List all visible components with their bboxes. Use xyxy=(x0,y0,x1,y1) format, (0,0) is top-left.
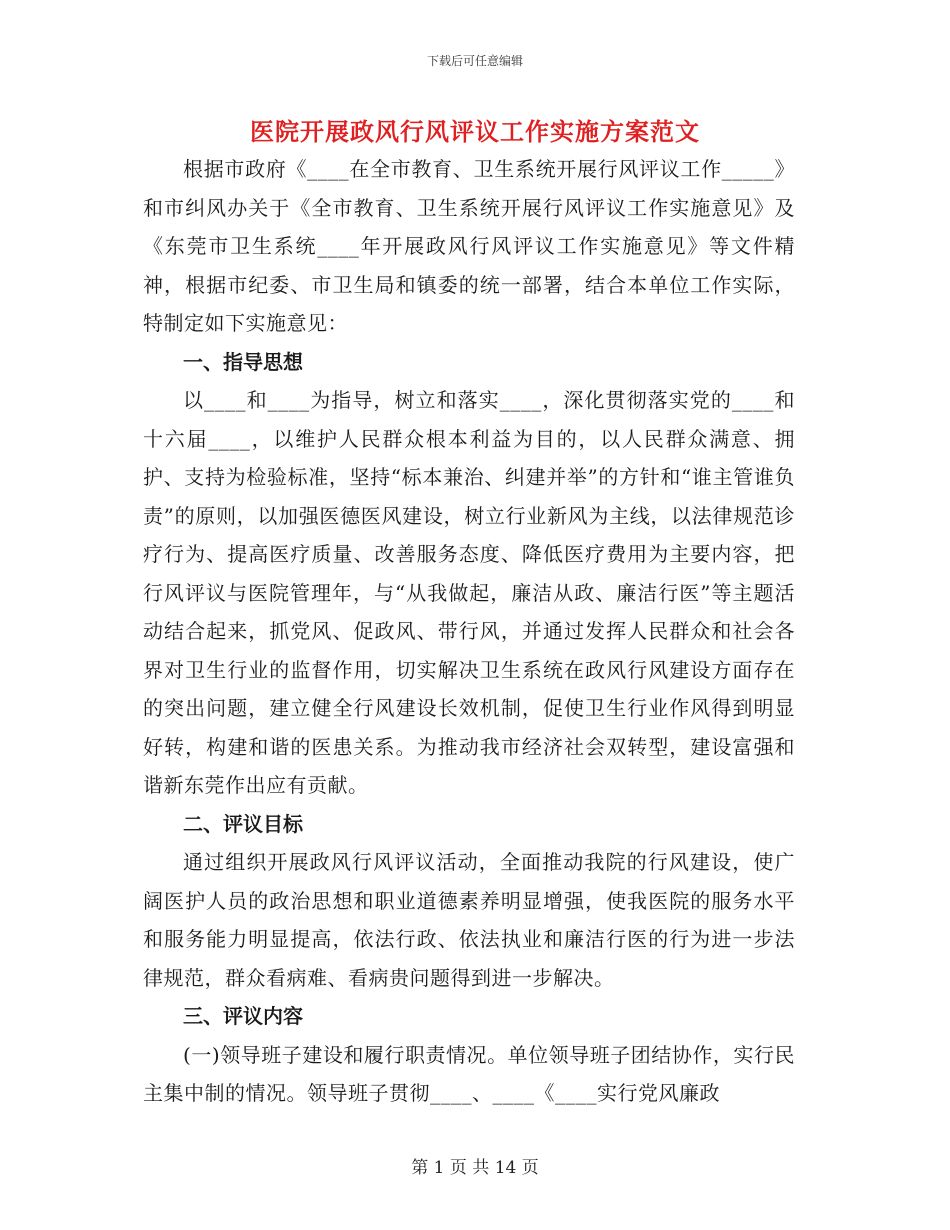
document-title: 医院开展政风行风评议工作实施方案范文 xyxy=(250,118,700,146)
section-heading-guiding-ideology: 一、指导思想 xyxy=(183,349,303,374)
intro-paragraph: 根据市政府《____在全市教育、卫生系统开展行风评议工作_____》和市纠风办关于《全市教育、卫生系统开展行风评议工作实施意见》及《东莞市卫生系统____年开展政风行风评议工作实施意见》等文件精神，根据市纪委、市卫生局和镇委的统一部署，结合本单位工作实际，特制定如下实施意见： xyxy=(143,157,795,335)
section-paragraph-evaluation-content: (一)领导班子建设和履行职责情况。单位领导班子团结协作，实行民主集中制的情况。领导班子贯彻____、____《____实行党风廉政 xyxy=(143,1042,795,1105)
section-paragraph-evaluation-goals: 通过组织开展政风行风评议活动，全面推动我院的行风建设，使广阔医护人员的政治思想和职业道德素养明显增强，使我医院的服务水平和服务能力明显提高，依法行政、依法执业和廉洁行医的行为进一步法律规范，群众看病难、看病贵问题得到进一步解决。 xyxy=(143,850,795,990)
page-number-footer: 第 1 页 共 14 页 xyxy=(411,1158,539,1178)
header-note: 下载后可任意编辑 xyxy=(426,54,523,68)
section-heading-evaluation-goals: 二、评议目标 xyxy=(183,811,303,836)
section-paragraph-guiding-ideology: 以____和____为指导，树立和落实____，深化贯彻落实党的____和十六届____，以维护人民群众根本利益为目的，以人民群众满意、拥护、支持为检验标准，坚持“标本兼治、纠建并举”的方针和“谁主管谁负责”的原则，以加强医德医风建设，树立行业新风为主线，以法律规范诊疗行为、提高医疗质量、改善服务态度、降低医疗费用为主要内容，把行风评议与医院管理年，与“从我做起，廉洁从政、廉洁行医”等主题活动结合起来，抓党风、促政风、带行风，并通过发挥人民群众和社会各界对卫生行业的监督作用，切实解决卫生系统在政风行风建设方面存在的突出问题，建立健全行风建设长效机制，促使卫生行业作风得到明显好转，构建和谐的医患关系。为推动我市经济社会双转型，建设富强和谐新东莞作出应有贡献。 xyxy=(143,388,795,797)
section-heading-evaluation-content: 三、评议内容 xyxy=(183,1004,303,1028)
document-body xyxy=(143,150,795,1113)
